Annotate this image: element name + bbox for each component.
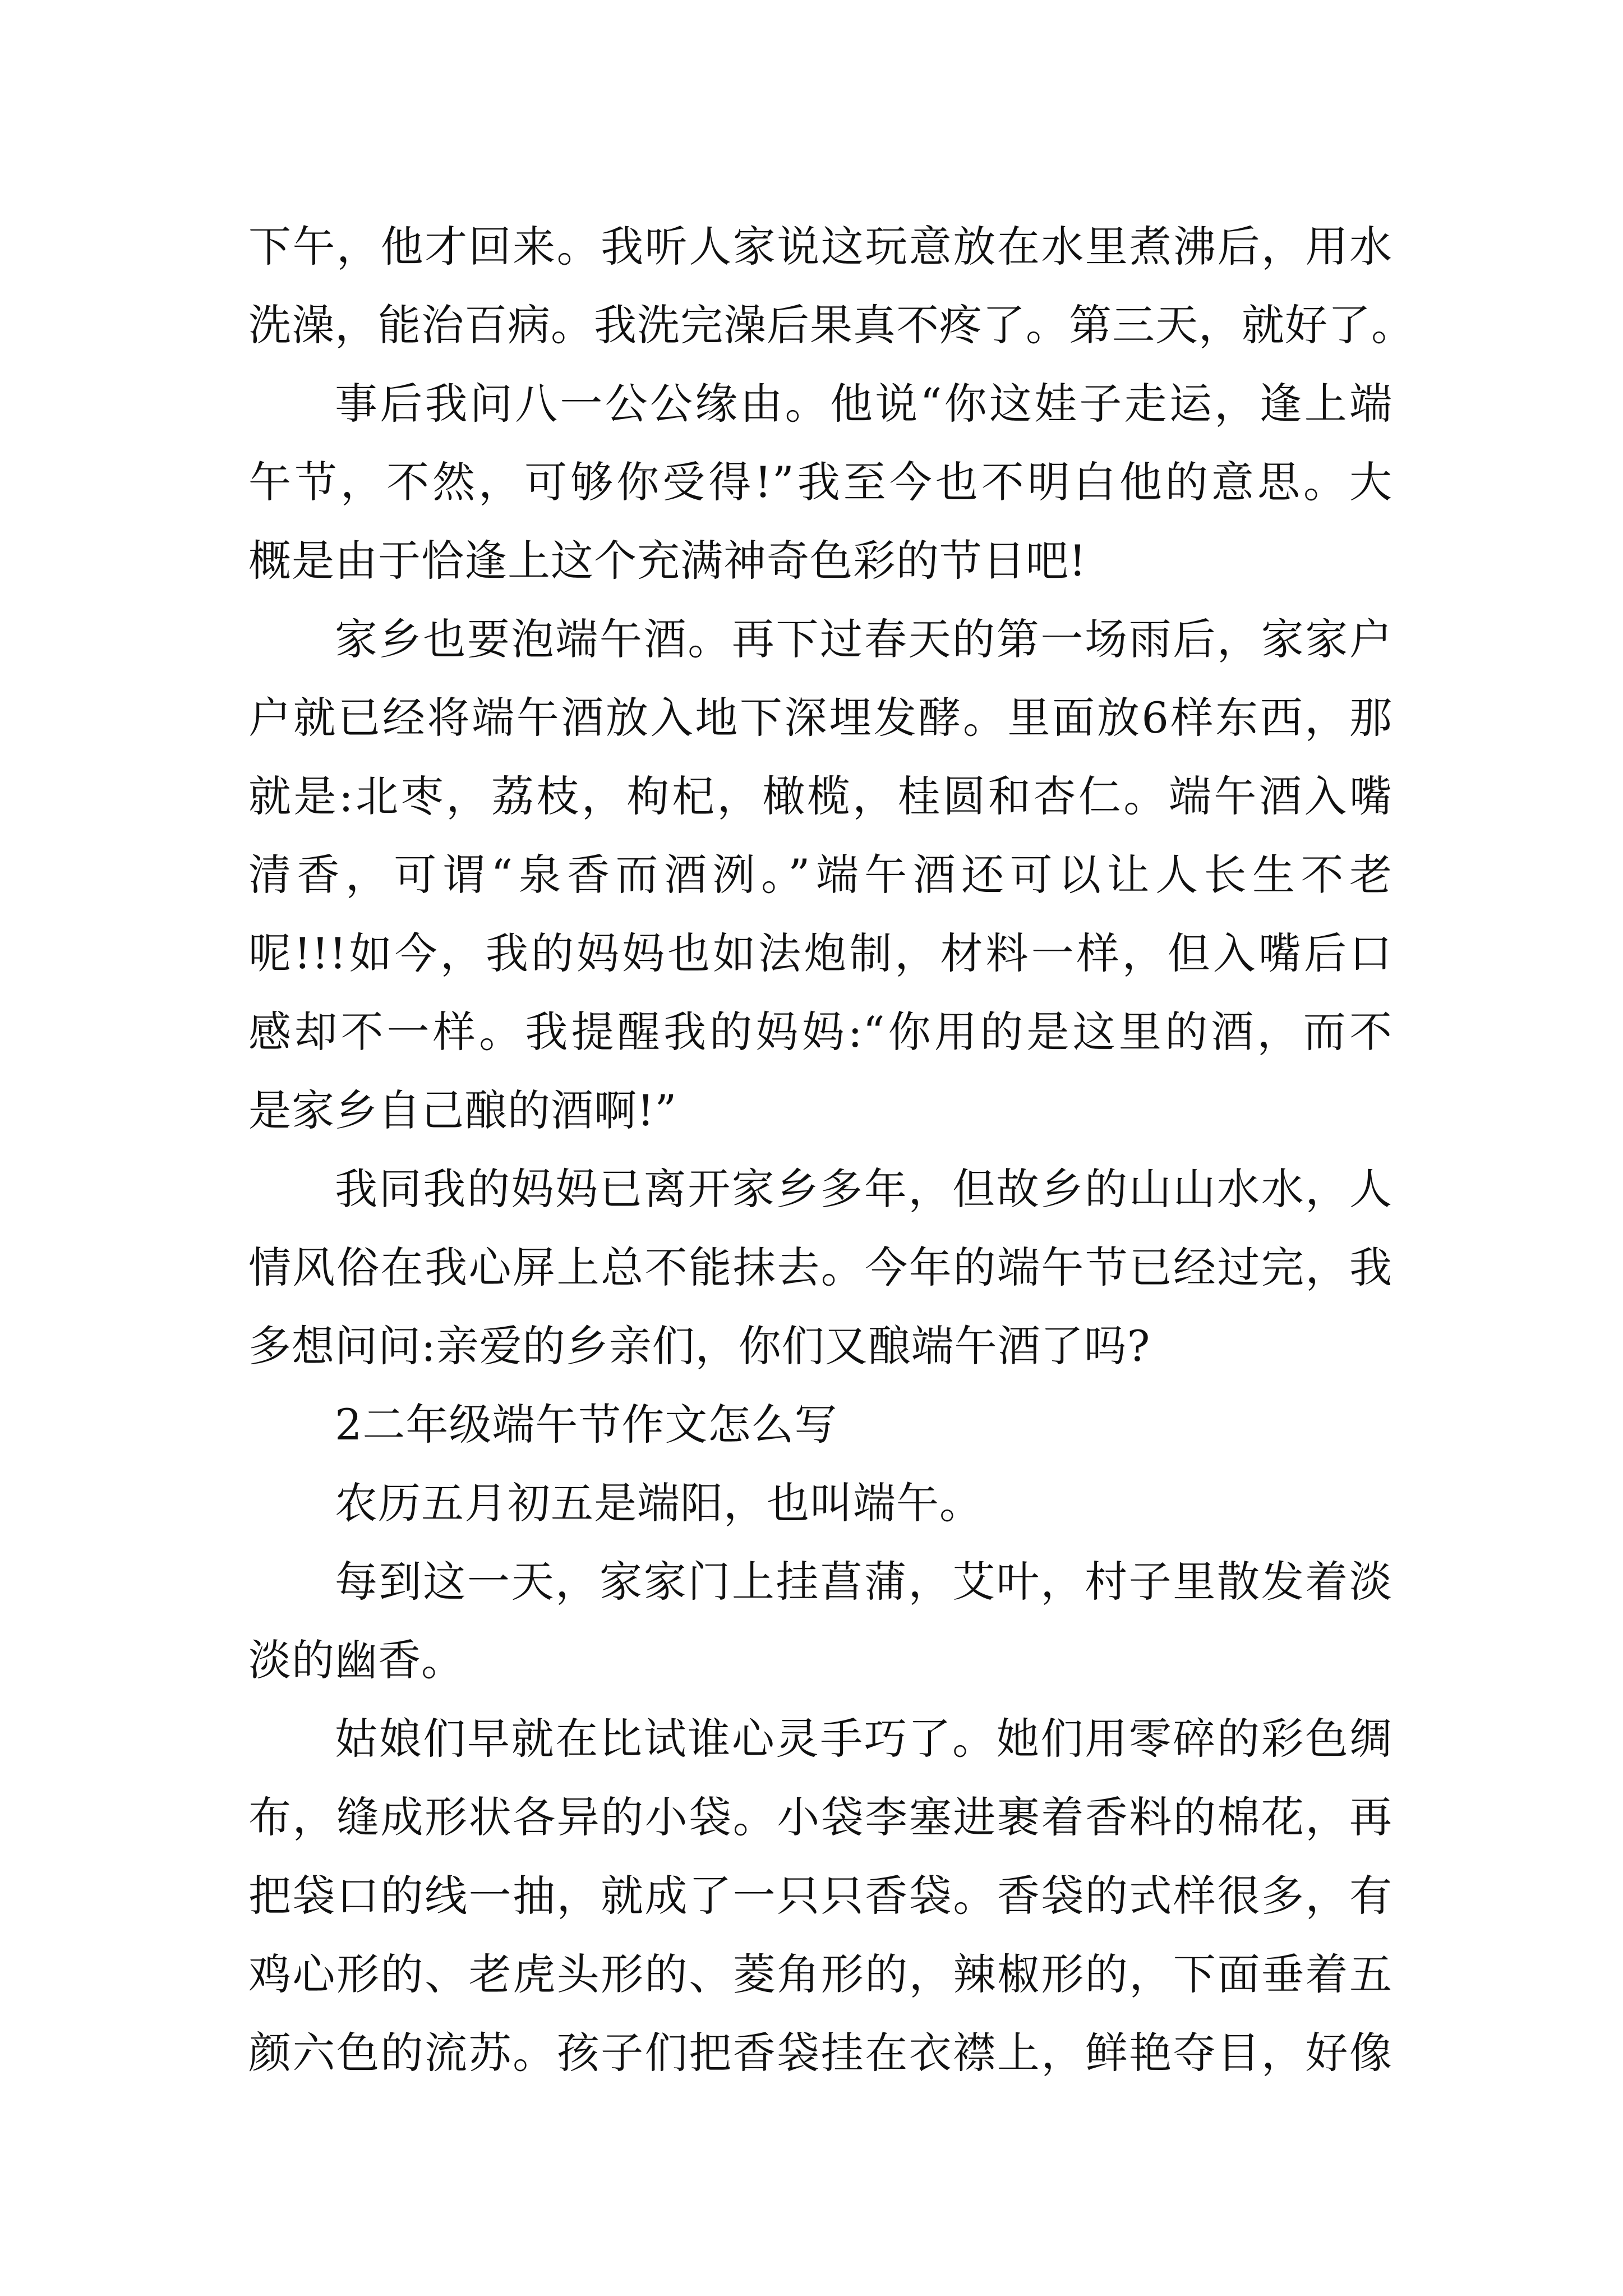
text-line: 呢!!!如今，我的妈妈也如法炮制，材料一样，但入嘴后口 [248,928,1393,978]
text-line: 淡的幽香。 [248,1635,464,1685]
text-line: 情风俗在我心屏上总不能抹去。今年的端午节已经过完，我 [248,1243,1393,1292]
text-line: 布，缝成形状各异的小袋。小袋李塞进裹着香料的棉花，再 [248,1792,1393,1842]
text-line: 概是由于恰逢上这个充满神奇色彩的节日吧! [248,536,1087,586]
paragraph-first-line: 农历五月初五是端阳，也叫端午。 [335,1478,983,1528]
text-line: 感却不一样。我提醒我的妈妈:“你用的是这里的酒，而不 [248,1007,1393,1057]
text-line: 户就已经将端午酒放入地下深埋发酵。里面放6样东西，那 [248,693,1393,743]
text-line: 洗澡，能治百病。我洗完澡后果真不疼了。第三天，就好了。 [248,300,1414,350]
text-line: 午节，不然，可够你受得!”我至今也不明白他的意思。大 [248,457,1393,507]
text-line: 是家乡自己酿的酒啊!” [248,1085,677,1135]
text-line: 就是:北枣，荔枝，枸杞，橄榄，桂圆和杏仁。端午酒入嘴 [248,771,1393,821]
text-line: 颜六色的流苏。孩子们把香袋挂在衣襟上，鲜艳夺目，好像 [248,2028,1393,2078]
paragraph-first-line: 我同我的妈妈已离开家乡多年，但故乡的山山水水，人 [335,1164,1393,1214]
section-heading: 2二年级端午节作文怎么写 [335,1400,838,1450]
text-line: 下午，他才回来。我听人家说这玩意放在水里煮沸后，用水 [248,222,1393,272]
text-line: 把袋口的线一抽，就成了一只只香袋。香袋的式样很多，有 [248,1871,1393,1921]
paragraph-first-line: 家乡也要泡端午酒。再下过春天的第一场雨后，家家户 [335,614,1393,664]
paragraph-first-line: 事后我问八一公公缘由。他说“你这娃子走运，逢上端 [335,379,1393,429]
text-line: 清香，可谓“泉香而酒洌。”端午酒还可以让人长生不老 [248,850,1393,900]
paragraph-first-line: 姑娘们早就在比试谁心灵手巧了。她们用零碎的彩色绸 [335,1714,1393,1764]
text-line: 鸡心形的、老虎头形的、菱角形的，辣椒形的，下面垂着五 [248,1949,1393,1999]
text-line: 多想问问:亲爱的乡亲们，你们又酿端午酒了吗? [248,1321,1151,1371]
paragraph-first-line: 每到这一天，家家门上挂菖蒲，艾叶，村子里散发着淡 [335,1557,1393,1607]
